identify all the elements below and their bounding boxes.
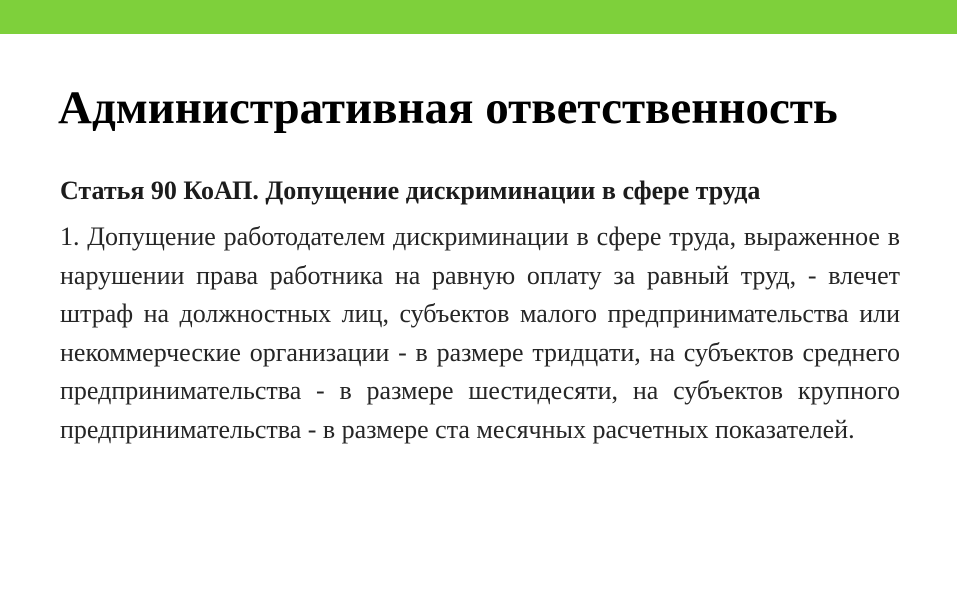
- article-heading: Статья 90 КоАП. Допущение дискриминации в сфере труда: [60, 176, 761, 205]
- accent-top-bar: [0, 0, 957, 34]
- slide-title: Административная ответственность: [58, 82, 838, 134]
- slide-content: [60, 174, 900, 449]
- article-body: 1. Допущение работодателем дискриминации в сфере труда, выраженное в нарушении права работника на равную оплату за равный труд, - влечет штраф на должностных лиц, субъектов малого предпринимательства или некоммерческие организации - в размере тридцати, на субъектов среднего предпринимательства - в размере шестидесяти, на субъектов крупного предпринимательства - в размере ста месячных расчетных показателей.: [60, 222, 900, 444]
